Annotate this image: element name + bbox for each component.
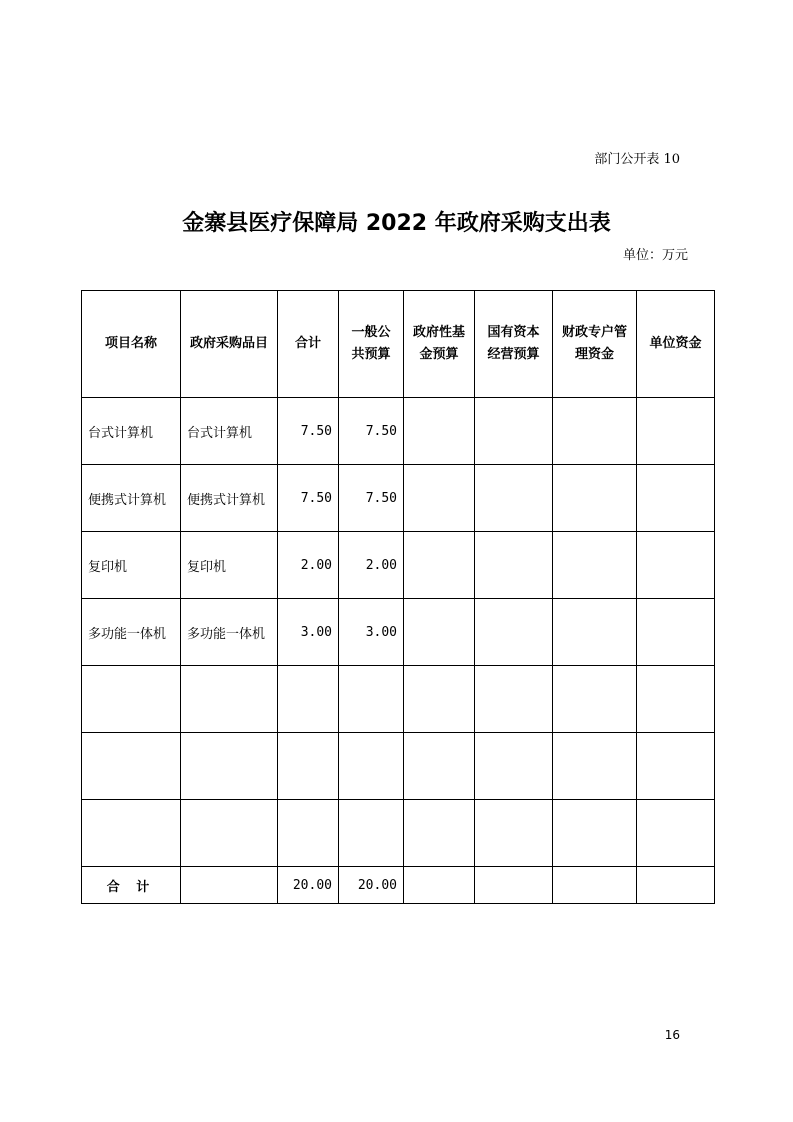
table-cell: 复印机 xyxy=(82,532,181,599)
header-state-capital: 国有资本 经营预算 xyxy=(475,291,553,398)
table-row xyxy=(82,532,715,599)
table-cell: 7.50 xyxy=(278,398,339,465)
total-cell: 20.00 xyxy=(339,867,404,904)
table-cell xyxy=(553,733,637,800)
total-row xyxy=(82,867,715,904)
header-general-budget: 一般公 共预算 xyxy=(339,291,404,398)
table-cell xyxy=(637,465,715,532)
table-cell xyxy=(553,532,637,599)
table-cell xyxy=(475,666,553,733)
table-cell: 7.50 xyxy=(339,465,404,532)
table-row xyxy=(82,666,715,733)
header-unit-funds: 单位资金 xyxy=(637,291,715,398)
table-cell xyxy=(181,733,278,800)
table-row xyxy=(82,599,715,666)
table-cell xyxy=(339,733,404,800)
table-cell: 3.00 xyxy=(339,599,404,666)
table-cell xyxy=(82,733,181,800)
total-cell xyxy=(404,867,475,904)
table-cell xyxy=(339,800,404,867)
table-cell xyxy=(278,666,339,733)
table-cell xyxy=(475,733,553,800)
table-row xyxy=(82,398,715,465)
table-cell xyxy=(181,800,278,867)
table-row xyxy=(82,465,715,532)
table-cell: 台式计算机 xyxy=(181,398,278,465)
header-special-account: 财政专户管 理资金 xyxy=(553,291,637,398)
table-cell xyxy=(475,398,553,465)
total-cell xyxy=(637,867,715,904)
table-cell: 便携式计算机 xyxy=(181,465,278,532)
table-cell: 便携式计算机 xyxy=(82,465,181,532)
table-cell: 7.50 xyxy=(278,465,339,532)
unit-label: 单位：万元 xyxy=(622,248,688,263)
total-cell xyxy=(181,867,278,904)
procurement-table xyxy=(81,290,715,904)
table-cell xyxy=(181,666,278,733)
table-cell xyxy=(404,733,475,800)
table-cell xyxy=(278,733,339,800)
table-cell xyxy=(404,800,475,867)
form-number: 部门公开表 10 xyxy=(594,152,680,167)
table-cell xyxy=(475,599,553,666)
table-cell: 3.00 xyxy=(278,599,339,666)
total-cell xyxy=(475,867,553,904)
header-procurement-item: 政府采购品目 xyxy=(181,291,278,398)
header-total: 合计 xyxy=(278,291,339,398)
table-cell xyxy=(637,800,715,867)
table-cell xyxy=(475,532,553,599)
header-government-fund: 政府性基 金预算 xyxy=(404,291,475,398)
table-cell xyxy=(404,532,475,599)
table-cell: 多功能一体机 xyxy=(181,599,278,666)
table-cell xyxy=(637,532,715,599)
table-cell xyxy=(404,465,475,532)
table-cell: 多功能一体机 xyxy=(82,599,181,666)
table-cell: 2.00 xyxy=(339,532,404,599)
table-cell: 复印机 xyxy=(181,532,278,599)
header-project-name: 项目名称 xyxy=(82,291,181,398)
table-cell xyxy=(404,398,475,465)
table-cell xyxy=(637,733,715,800)
table-cell xyxy=(278,800,339,867)
page-number: 16 xyxy=(664,1028,680,1042)
table-cell: 台式计算机 xyxy=(82,398,181,465)
table-cell: 2.00 xyxy=(278,532,339,599)
table-cell xyxy=(475,465,553,532)
table-cell xyxy=(82,800,181,867)
page-title: 金寨县医疗保障局 2022 年政府采购支出表 xyxy=(182,211,611,236)
table-cell xyxy=(637,398,715,465)
total-cell: 20.00 xyxy=(278,867,339,904)
table-cell xyxy=(339,666,404,733)
total-cell xyxy=(553,867,637,904)
table-cell xyxy=(404,666,475,733)
table-cell xyxy=(404,599,475,666)
total-label: 合 计 xyxy=(82,867,181,904)
table-cell xyxy=(637,666,715,733)
table-cell: 7.50 xyxy=(339,398,404,465)
table-cell xyxy=(475,800,553,867)
table-cell xyxy=(553,398,637,465)
table-row xyxy=(82,800,715,867)
table-cell xyxy=(82,666,181,733)
table-row xyxy=(82,733,715,800)
table-header-row xyxy=(82,291,715,398)
table-cell xyxy=(553,800,637,867)
table-cell xyxy=(553,666,637,733)
table-cell xyxy=(553,465,637,532)
table-cell xyxy=(637,599,715,666)
table-cell xyxy=(553,599,637,666)
